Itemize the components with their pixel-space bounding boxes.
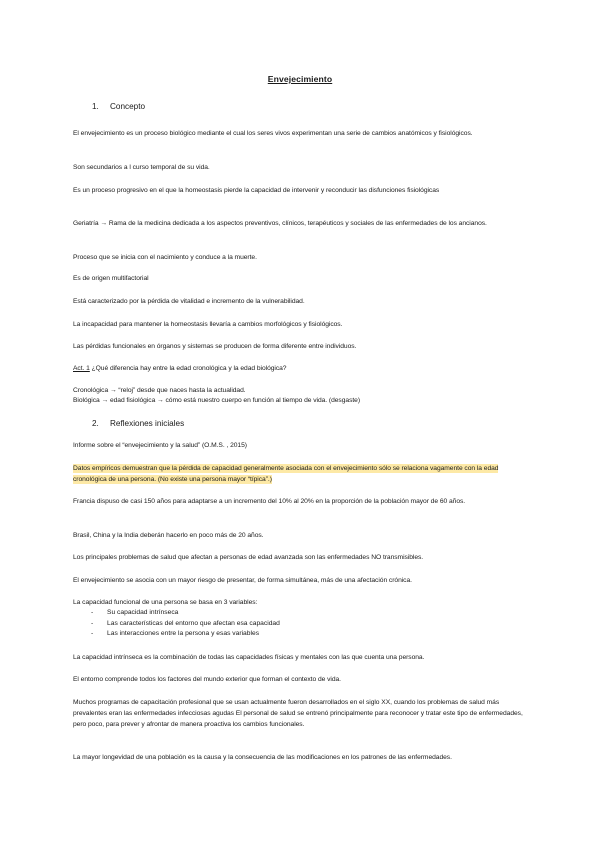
activity-question <box>73 363 533 374</box>
highlighted-paragraph <box>73 463 533 485</box>
paragraph: Francia dispuso de casi 150 años para adaptarse a un incremento del 10% al 20% en la proporción de la población mayor de 60 años. <box>73 498 466 505</box>
list-item: - Las características del entorno que afectan esa capacidad <box>91 619 280 630</box>
paragraph: Es de origen multifactorial <box>73 275 149 282</box>
highlight-text: Datos empíricos demuestran que la pérdida de capacidad generalmente asociada con el envejecimiento sólo se relaciona vagamente con la edad cronológica de una persona. (No existe una persona mayor “típica”.) <box>73 465 499 483</box>
section-number: 2. <box>92 419 99 428</box>
paragraph: Los principales problemas de salud que afectan a personas de edad avanzada son las enfermedades NO transmisibles. <box>73 554 424 561</box>
list-item: - Las interacciones entre la persona y esas variables <box>91 629 280 640</box>
paragraph: El envejecimiento es un proceso biológico mediante el cual los seres vivos experimentan una serie de cambios anatómicos y fisiológicos. <box>73 130 473 137</box>
section-title: Reflexiones iniciales <box>110 419 185 428</box>
paragraph: Está caracterizado por la pérdida de vitalidad e incremento de la vulnerabilidad. <box>73 298 305 305</box>
paragraph: Brasil, China y la India deberán hacerlo en poco más de 20 años. <box>73 532 264 539</box>
answer-line: Cronológica → “reloj” desde que naces hasta la actualidad. <box>73 387 246 394</box>
paragraph: La capacidad intrínseca es la combinación de todas las capacidades físicas y mentales con las que cuenta una persona. <box>73 654 425 661</box>
paragraph: Las pérdidas funcionales en órganos y sistemas se producen de forma diferente entre individuos. <box>73 343 357 350</box>
paragraph: Geriatría → Rama de la medicina dedicada a los aspectos preventivos, clínicos, terapéuticos y sociales de las enfermedades de los ancianos. <box>73 220 487 227</box>
section-heading-reflexiones <box>92 419 184 428</box>
answer-line: Biológica → edad fisiológica → cómo está nuestro cuerpo en función al tiempo de vida. (desgaste) <box>73 397 361 404</box>
list-item: - Su capacidad intrínseca <box>91 608 280 619</box>
paragraph: La mayor longevidad de una población es la causa y la consecuencia de las modificaciones en los patrones de las enfermedades. <box>73 754 452 761</box>
paragraph: Son secundarios a l curso temporal de su vida. <box>73 164 210 171</box>
paragraph: Es un proceso progresivo en el que la homeostasis pierde la capacidad de intervenir y reconducir las disfunciones fisiológicas <box>73 187 440 194</box>
section-title: Concepto <box>110 102 146 111</box>
report-reference: Informe sobre el “envejecimiento y la salud” (O.M.S. , 2015) <box>73 442 247 449</box>
activity-text: ¿Qué diferencia hay entre la edad cronológica y la edad biológica? <box>89 365 287 372</box>
paragraph: Proceso que se inicia con el nacimiento y conduce a la muerte. <box>73 254 257 261</box>
variables-list <box>91 608 280 640</box>
activity-label: Act. 1 <box>73 365 90 372</box>
document-title: Envejecimiento <box>267 74 333 84</box>
paragraph: El entorno comprende todos los factores del mundo exterior que forman el contexto de vida. <box>73 676 341 683</box>
paragraph: La incapacidad para mantener la homeostasis llevaría a cambios morfológicos y fisiológicos. <box>73 321 343 328</box>
paragraph: Muchos programas de capacitación profesional que se usan actualmente fueron desarrollados en el siglo XX, cuando los problemas de salud más prevalentes eran las enfermedades infecciosas agudas El personal de salud se entrenó principalmente para reconocer y tratar este tipo de enfermedades, pero poco, para prever y afrontar de manera proactiva los cambios funcionales. <box>73 699 523 728</box>
section-number: 1. <box>92 102 99 111</box>
paragraph: El envejecimiento se asocia con un mayor riesgo de presentar, de forma simultánea, más de una afectación crónica. <box>73 577 412 584</box>
variables-intro: La capacidad funcional de una persona se basa en 3 variables: <box>73 599 258 606</box>
section-heading-concepto <box>92 102 145 111</box>
